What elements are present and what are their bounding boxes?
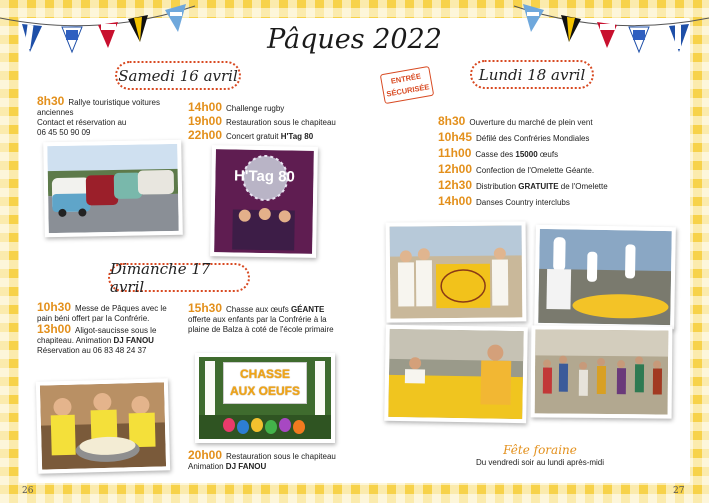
list-item: 10h30 Messe de Pâques avec le pain béni offert par la Confrérie.	[37, 300, 167, 323]
list-item: 8h30 Ouverture du marché de plein vent	[438, 114, 593, 128]
list-item: 11h00 Casse des 15000 œufs	[438, 146, 559, 160]
list-item: Contact et réservation au	[37, 118, 127, 127]
list-item: 19h00 Restauration sous le chapiteau	[188, 114, 336, 128]
page-title: Pâques 2022	[267, 24, 442, 55]
poster-text: H'Tag 80	[233, 167, 295, 186]
monday-entries	[438, 114, 678, 210]
sunday-left-entries	[37, 302, 177, 356]
sunday-heading: Dimanche 17 avril	[108, 263, 250, 292]
fete-foraine-subtitle: Du vendredi soir au lundi après-midi	[475, 458, 605, 467]
egg-hunt-sign	[223, 362, 307, 404]
crowd-market-photo	[531, 325, 673, 418]
sign-line: AUX OEUFS	[229, 384, 300, 398]
list-item: 06 45 50 90 09	[37, 128, 91, 137]
list-item: 14h00 Challenge rugby	[188, 100, 285, 114]
list-item: 10h45 Défilé des Confréries Mondiales	[438, 130, 590, 144]
list-item: 12h30 Distribution GRATUITE de l'Omelette	[438, 178, 608, 192]
saturday-left-entries	[37, 96, 177, 138]
sunday-right-entry-1: 15h30 Chasse aux œufs GÉANTE offerte aux enfants par la Confrérie à la plaine de Balza à coté de l'école primaire	[188, 301, 334, 334]
giant-omelette-chef-photo	[534, 225, 676, 329]
list-item: 12h00 Confection de l'Omelette Géante.	[438, 162, 595, 176]
fete-foraine-title: Fête foraine	[503, 443, 577, 457]
list-item: 13h00 Aligot-saucisse sous le chapiteau. Animation DJ FANOU	[37, 322, 157, 345]
aligot-cooking-photo	[36, 378, 170, 473]
list-item: 14h00 Danses Country interclubs	[438, 194, 570, 208]
confrerie-parade-photo	[386, 221, 527, 322]
vintage-vans-photo	[43, 140, 183, 237]
stamp-line: SÉCURISÉE	[385, 82, 431, 99]
monday-heading: Lundi 18 avril	[470, 60, 594, 89]
saturday-heading: Samedi 16 avril	[115, 61, 241, 90]
list-item: Réservation au 06 83 48 24 37	[37, 346, 147, 355]
page-number-right: 27	[673, 486, 685, 496]
stamp-line: ENTRÉE	[390, 71, 422, 86]
htag80-poster-photo	[210, 145, 318, 258]
page-number-left: 26	[22, 486, 34, 496]
egg-hunt-sign-photo	[195, 353, 335, 443]
saturday-right-entries	[188, 101, 358, 143]
egg-breaking-photo	[384, 325, 528, 423]
sign-line: CHASSE	[239, 367, 290, 381]
list-item: 22h00 Concert gratuit H'Tag 80	[188, 128, 314, 142]
list-item: 8h30 Rallye touristique voitures anciennes	[37, 94, 160, 117]
sunday-right-entry-2: 20h00 Restauration sous le chapiteau Animation DJ FANOU	[188, 448, 336, 471]
